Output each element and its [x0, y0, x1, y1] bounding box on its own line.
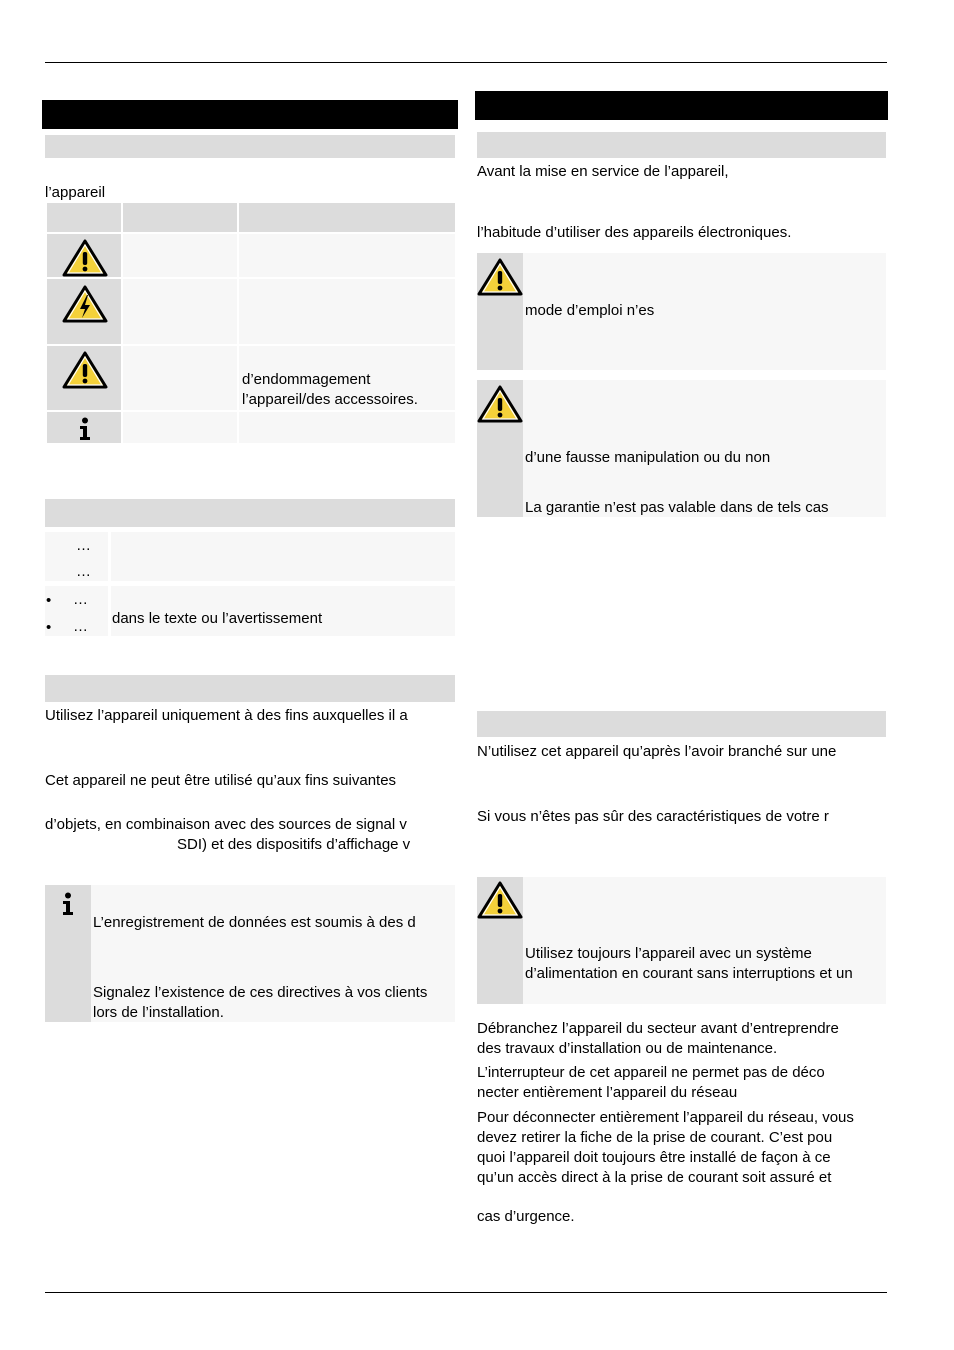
- body-text-line: necter entièrement l’appareil du réseau: [477, 1084, 738, 1101]
- body-text-line: quoi l’appareil doit toujours être installé de façon à ce: [477, 1149, 831, 1166]
- note-text-line: L’enregistrement de données est soumis à des d: [93, 914, 416, 931]
- left-subsection-bar-symbols: [45, 135, 455, 158]
- power-text-line: N’utilisez cet appareil qu’après l’avoir branché sur une: [477, 743, 837, 760]
- warning-triangle-icon: [477, 257, 523, 297]
- symbols-table-row: [123, 279, 237, 344]
- usage-text-line: SDI) et des dispositifs d’affichage v: [177, 836, 411, 853]
- warning-triangle-icon: [62, 238, 108, 278]
- warning-text-line: La garantie n’est pas valable dans de tels cas: [525, 499, 829, 516]
- note-text-line: lors de l’installation.: [93, 1004, 224, 1021]
- symbol-description-line: l’appareil/des accessoires.: [242, 391, 418, 408]
- symbols-intro-text: l’appareil: [45, 184, 106, 201]
- right-subsection-bar-power: [477, 711, 886, 737]
- body-text-line: devez retirer la fiche de la prise de courant. C’est pou: [477, 1129, 833, 1146]
- info-icon: [77, 417, 93, 441]
- symbols-table-row: [239, 279, 455, 344]
- body-text-line: cas d’urgence.: [477, 1208, 575, 1225]
- symbol-description-line: d’endommagement: [242, 371, 371, 388]
- ellipsis-marker: …: [76, 537, 91, 554]
- top-rule: [45, 62, 887, 63]
- bullet-description: dans le texte ou l’avertissement: [112, 610, 323, 627]
- left-subsection-bar-markers: [45, 499, 455, 527]
- warning-box: [523, 877, 886, 1004]
- bottom-rule: [45, 1292, 887, 1293]
- body-text-line: Débranchez l’appareil du secteur avant d’entreprendre: [477, 1020, 839, 1037]
- bullet-marker: …: [73, 591, 88, 608]
- power-text-line: Si vous n’êtes pas sûr des caractéristiques de votre r: [477, 808, 829, 825]
- warning-text-line: mode d’emploi n’es: [525, 302, 655, 319]
- bullet-dot: •: [46, 592, 52, 609]
- symbols-table-header-cell: [239, 203, 455, 232]
- symbols-table-row: [123, 234, 237, 277]
- symbols-table-row: [123, 346, 237, 410]
- left-section-header-bar: [42, 100, 458, 129]
- body-text-line: qu’un accès direct à la prise de courant soit assuré et: [477, 1169, 832, 1186]
- right-section-header-bar: [475, 91, 888, 120]
- symbols-table-header-cell: [123, 203, 237, 232]
- intro-text-line: Avant la mise en service de l’appareil,: [477, 163, 729, 180]
- usage-text-line: Cet appareil ne peut être utilisé qu’aux fins suivantes: [45, 772, 397, 789]
- warning-triangle-icon: [477, 384, 523, 424]
- symbols-table-row: [239, 234, 455, 277]
- warning-text-line: d’une fausse manipulation ou du non: [525, 449, 771, 466]
- symbols-table-row: [239, 412, 455, 443]
- high-voltage-triangle-icon: [62, 284, 108, 324]
- bullet-dot: •: [46, 619, 52, 636]
- usage-text-line: Utilisez l’appareil uniquement à des fins auxquelles il a: [45, 707, 408, 724]
- warning-text-line: Utilisez toujours l’appareil avec un système: [525, 945, 812, 962]
- right-subsection-bar-safety: [477, 132, 886, 158]
- markers-right-cell: [111, 532, 455, 581]
- body-text-line: des travaux d’installation ou de maintenance.: [477, 1040, 778, 1057]
- left-subsection-bar-usage: [45, 675, 455, 702]
- body-text-line: L’interrupteur de cet appareil ne permet pas de déco: [477, 1064, 825, 1081]
- bullet-marker: …: [73, 618, 88, 635]
- symbols-table-row: [123, 412, 237, 443]
- intro-text-line: l’habitude d’utiliser des appareils électroniques.: [477, 224, 792, 241]
- warning-text-line: d’alimentation en courant sans interruptions et un: [525, 965, 853, 982]
- note-text-line: Signalez l’existence de ces directives à vos clients: [93, 984, 428, 1001]
- warning-triangle-icon: [62, 350, 108, 390]
- warning-triangle-icon: [477, 880, 523, 920]
- info-icon: [60, 892, 76, 916]
- symbols-table-header-cell: [47, 203, 121, 232]
- ellipsis-marker: …: [76, 563, 91, 580]
- usage-text-line: d’objets, en combinaison avec des sources de signal v: [45, 816, 407, 833]
- body-text-line: Pour déconnecter entièrement l’appareil du réseau, vous: [477, 1109, 854, 1126]
